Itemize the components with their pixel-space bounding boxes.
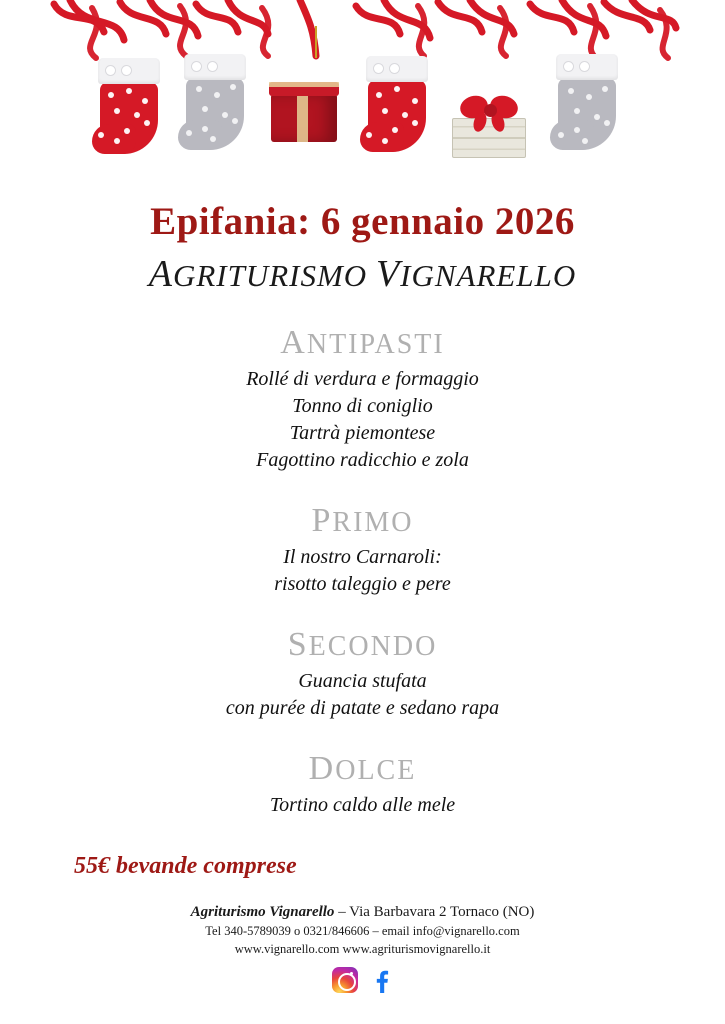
course-heading: PRIMO (311, 502, 414, 539)
course-item: Guancia stufata (298, 670, 427, 692)
stocking-grey-dotted (556, 54, 618, 150)
restaurant-name-initial-a: A (148, 253, 173, 295)
footer-contact-block (40, 904, 685, 993)
restaurant-name-initial-v: V (375, 253, 401, 295)
ornament-red-gift (271, 82, 337, 142)
footer-contact-line: Tel 340-5789039 o 0321/846606 – email info@vignarello.com (205, 924, 520, 938)
course-heading: ANTIPASTI (280, 324, 445, 361)
facebook-icon[interactable] (368, 967, 394, 993)
course-heading: SECONDO (287, 626, 438, 663)
restaurant-name-part1: GRITURISMO (172, 258, 376, 293)
footer-websites-line: www.vignarello.com www.agriturismovignarello.it (234, 942, 491, 956)
course-item: Rollé di verdura e formaggio (246, 368, 479, 390)
money-gift-red-bow (452, 96, 526, 158)
course-item: Il nostro Carnaroli: (283, 546, 442, 568)
stocking-red-dotted (366, 56, 428, 152)
course-item: Tonno di coniglio (292, 395, 433, 417)
course-item: Tartrà piemontese (289, 422, 436, 444)
restaurant-name-part2: IGNARELLO (400, 258, 577, 293)
menu-document (0, 199, 725, 993)
page-title: Epifania: 6 gennaio 2026 (150, 200, 575, 243)
social-links (40, 967, 685, 993)
stocking-red-dotted (98, 58, 160, 154)
course-heading: DOLCE (308, 750, 417, 787)
bow-icon (460, 92, 518, 126)
footer-name-address (40, 904, 685, 921)
festive-header-banner (0, 0, 725, 185)
course-item: Tortino caldo alle mele (269, 794, 456, 816)
footer-business-name: Agriturismo Vignarello (190, 904, 335, 920)
instagram-icon[interactable] (332, 967, 358, 993)
price-note: 55€ bevande comprese (74, 853, 297, 879)
course-item: con purée di patate e sedano rapa (225, 697, 500, 719)
course-section-secondo (40, 626, 685, 722)
stocking-grey-dotted (184, 54, 246, 150)
course-section-primo (40, 502, 685, 598)
course-section-dolce (40, 750, 685, 819)
footer-address: – Via Barbavara 2 Tornaco (NO) (334, 904, 535, 920)
course-item: risotto taleggio e pere (274, 573, 451, 595)
restaurant-name-heading (40, 252, 685, 296)
course-item: Fagottino radicchio e zola (256, 449, 469, 471)
course-section-antipasti (40, 324, 685, 474)
